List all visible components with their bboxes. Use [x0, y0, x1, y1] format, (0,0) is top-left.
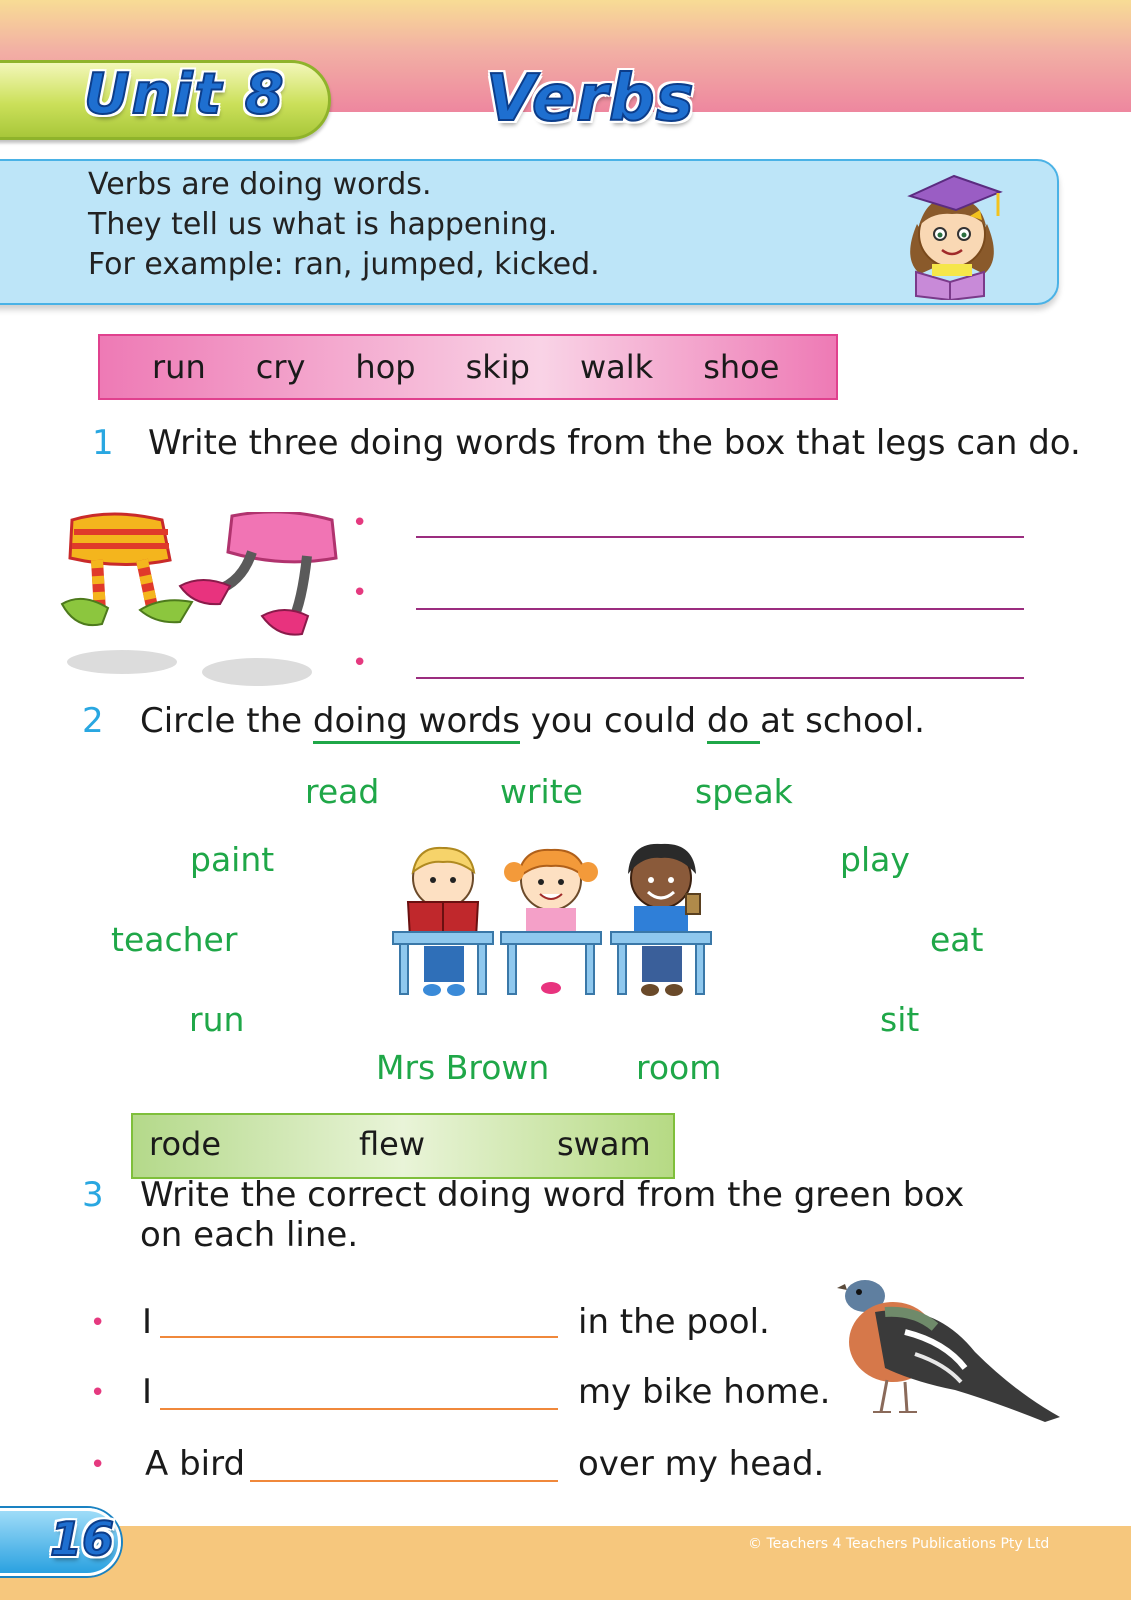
circle-word-play[interactable]: play — [840, 840, 910, 879]
question-2-number: 2 — [82, 701, 104, 741]
question-1-number: 1 — [92, 423, 114, 463]
sentence-1-start: I — [142, 1302, 153, 1342]
sentence-1-end: in the pool. — [578, 1302, 770, 1342]
word-box-item: run — [152, 348, 206, 386]
answer-line-1[interactable] — [416, 536, 1024, 538]
sentence-2-end: my bike home. — [578, 1372, 831, 1412]
question-2-text: Circle the doing words you could do at school. — [140, 701, 925, 741]
page-number: 16 — [50, 1512, 115, 1566]
definition-line-2: They tell us what is happening. — [88, 207, 558, 242]
copyright-text: © Teachers 4 Teachers Publications Pty Ltd — [748, 1536, 1050, 1552]
page-title: Verbs — [486, 62, 695, 136]
question-1-text: Write three doing words from the box that legs can do. — [148, 423, 1081, 463]
answer-line-3[interactable] — [416, 677, 1024, 679]
question-3-number: 3 — [82, 1175, 104, 1215]
sentence-2-answer-line[interactable] — [160, 1408, 558, 1410]
sentence-3-answer-line[interactable] — [250, 1480, 558, 1482]
children-at-desks-illustration — [388, 842, 718, 1017]
green-box-word-rode: rode — [149, 1125, 222, 1163]
definition-line-3: For example: ran, jumped, kicked. — [88, 247, 600, 282]
answer-bullet: • — [352, 648, 368, 678]
word-box-item: walk — [579, 348, 654, 386]
sentence-1-answer-line[interactable] — [160, 1336, 558, 1338]
sentence-bullet: • — [90, 1450, 106, 1480]
circle-word-write[interactable]: write — [500, 772, 583, 811]
underlined-do: do — [707, 701, 760, 744]
sentence-3-start: A bird — [145, 1444, 246, 1484]
answer-bullet: • — [352, 508, 368, 538]
word-box-item: shoe — [703, 348, 780, 386]
circle-word-sit[interactable]: sit — [880, 1000, 920, 1039]
sentence-bullet: • — [90, 1308, 106, 1338]
underlined-doing-words: doing words — [313, 701, 520, 744]
green-box-word-flew: flew — [359, 1125, 426, 1163]
sentence-3-end: over my head. — [578, 1444, 825, 1484]
circle-word-paint[interactable]: paint — [190, 840, 275, 879]
circle-word-run[interactable]: run — [189, 1000, 245, 1039]
unit-label: Unit 8 — [84, 62, 286, 127]
question-3-text-line-1: Write the correct doing word from the green box — [140, 1175, 965, 1215]
sentence-bullet: • — [90, 1378, 106, 1408]
answer-bullet: • — [352, 578, 368, 608]
teacher-girl-illustration — [892, 164, 1018, 300]
circle-word-read[interactable]: read — [305, 772, 380, 811]
word-box-item: hop — [355, 348, 416, 386]
sentence-2-start: I — [142, 1372, 153, 1412]
green-word-box — [131, 1113, 675, 1179]
question-3-text-line-2: on each line. — [140, 1215, 359, 1255]
bird-illustration — [835, 1272, 1070, 1452]
circle-word-speak[interactable]: speak — [695, 772, 793, 811]
circle-word-room[interactable]: room — [636, 1048, 722, 1087]
verb-word-box — [98, 334, 838, 400]
answer-line-2[interactable] — [416, 608, 1024, 610]
circle-word-teacher[interactable]: teacher — [111, 920, 238, 959]
definition-line-1: Verbs are doing words. — [88, 167, 432, 202]
circle-word-mrs-brown[interactable]: Mrs Brown — [376, 1048, 550, 1087]
word-box-item: cry — [255, 348, 306, 386]
circle-word-eat[interactable]: eat — [930, 920, 984, 959]
word-box-item: skip — [465, 348, 530, 386]
walking-legs-illustration — [52, 512, 352, 692]
green-box-word-swam: swam — [557, 1125, 651, 1163]
